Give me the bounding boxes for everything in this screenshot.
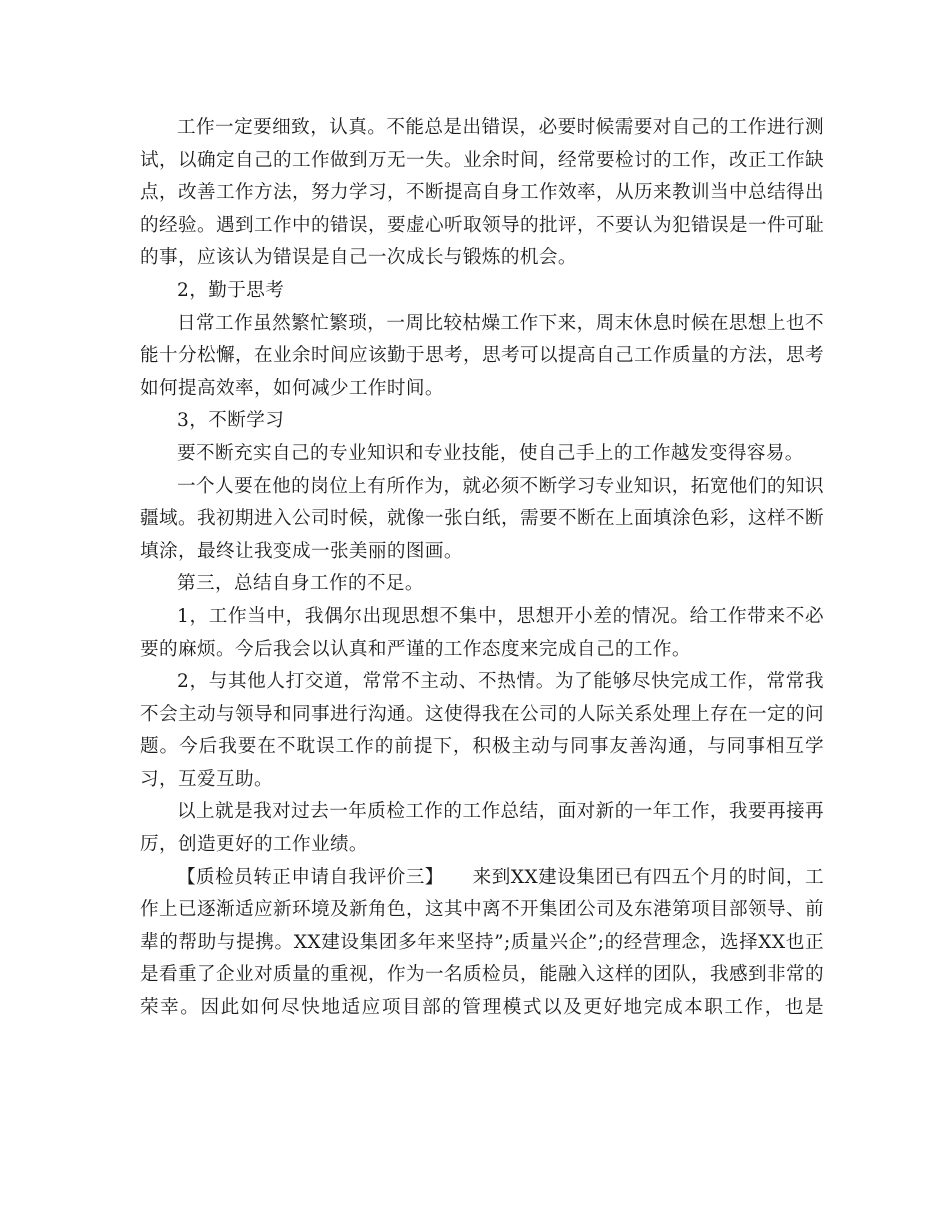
paragraph-professional-knowledge: 要不断充实自己的专业知识和专业技能，使自己手上的工作越发变得容易。 [177, 442, 804, 464]
paragraph-shortcoming-focus: 1，工作当中，我偶尔出现思想不集中，思想开小差的情况。给工作带来不必要的麻烦。今后我会以认真和严谨的工作态度来完成自己的工作。 [140, 605, 824, 660]
paragraph-summary: 以上就是我对过去一年质检工作的工作总结，面对新的一年工作，我要再接再厉，创造更好的工作业绩。 [140, 801, 824, 856]
paragraph-work-carefulness: 工作一定要细致，认真。不能总是出错误，必要时候需要对自己的工作进行测试，以确定自己的工作做到万无一失。业余时间，经常要检讨的工作，改正工作缺点，改善工作方法，努力学习，不断提高自身工作效率，从历来教训当中总结得出的经验。遇到工作中的错误，要虚心听取领导的批评，不要认为犯错误是一件可耻的事，应该认为错误是自己一次成长与锻炼的机会。 [140, 117, 824, 269]
document-body [140, 112, 824, 1025]
paragraph-position-contribution: 一个人要在他的岗位上有所作为，就必须不断学习专业知识，拓宽他们的知识疆域。我初期进入公司时候，就像一张白纸，需要不断在上面填涂色彩，这样不断填涂，最终让我变成一张美丽的图画。 [140, 475, 824, 562]
heading-continuous-learning: 3，不断学习 [177, 410, 285, 432]
paragraph-daily-work-thinking: 日常工作虽然繁忙繁琐，一周比较枯燥工作下来，周末休息时候在思想上也不能十分松懈，在业余时间应该勤于思考，思考可以提高自己工作质量的方法，思考如何提高效率，如何减少工作时间。 [140, 312, 824, 399]
heading-diligent-thinking: 2，勤于思考 [177, 279, 285, 301]
heading-shortcomings: 第三，总结自身工作的不足。 [177, 573, 424, 595]
paragraph-shortcoming-communication: 2，与其他人打交道，常常不主动、不热情。为了能够尽快完成工作，常常我不会主动与领导和同事进行沟通。这使得我在公司的人际关系处理上存在一定的问题。今后我要在不耽误工作的前提下，积极主动与同事友善沟通，与同事相互学习，互爱互助。 [140, 671, 824, 790]
paragraph-self-evaluation-three: 【质检员转正申请自我评价三】 来到XX建设集团已有四五个月的时间，工作上已逐渐适应新环境及新角色，这其中离不开集团公司及东港第项目部领导、前辈的帮助与提携。XX建设集团多年来坚持”;质量兴企”;的经营理念，选择XX也正是看重了企业对质量的重视，作为一名质检员，能融入这样的团队，我感到非常的荣幸。因此如何尽快地适应项目部的管理模式以及更好地完成本职工作，也是 [140, 866, 824, 1019]
